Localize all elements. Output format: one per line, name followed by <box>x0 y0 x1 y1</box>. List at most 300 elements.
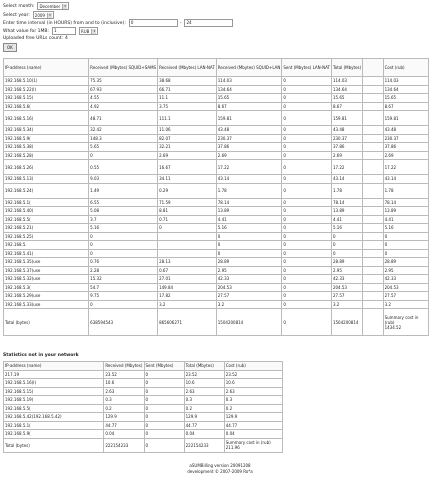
cell-ip: 217.19 <box>4 370 104 379</box>
cell-cost: 13.89 <box>383 207 428 216</box>
table-row <box>4 421 283 430</box>
cell-received-squid-lan: 0 <box>216 249 282 258</box>
cell-received-squid-sams: 3.7 <box>89 215 158 224</box>
cell-received-squid-lan: 204.53 <box>216 283 282 292</box>
cell-received-lan-nat: 149.84 <box>158 283 217 292</box>
cell-received-lan-nat: 0.29 <box>158 183 217 198</box>
cell-empty <box>363 160 383 175</box>
table-row <box>4 283 429 292</box>
table-row <box>4 413 283 422</box>
cell-cost: 0.3 <box>224 396 282 405</box>
cell-sent: 0 <box>144 379 184 388</box>
interval-row <box>3 19 233 27</box>
table-row <box>4 77 429 86</box>
cell-received: 10.6 <box>104 379 144 388</box>
cell-ip: 192.168.5.10(1) <box>4 77 89 86</box>
cell-received-lan-nat: 8.81 <box>158 207 217 216</box>
cell-cost: 37.86 <box>383 143 428 152</box>
cell-received-squid-lan: 43.48 <box>216 126 282 135</box>
stats-body <box>4 370 283 452</box>
stats-header-row <box>4 362 283 371</box>
cell-received-squid-lan: 17.22 <box>216 160 282 175</box>
cell-total: 27.57 <box>331 292 362 301</box>
table-row <box>4 102 429 111</box>
cell-sent: 0 <box>282 215 332 224</box>
col-header-total: Total (Mbytes) <box>331 59 362 77</box>
cell-ip: 192.168.5. <box>4 241 89 250</box>
col-header-cost: Cost (rub) <box>383 59 428 77</box>
cell-ip: 192.168.5.3( <box>4 283 89 292</box>
cell-ip: 192.168.5.19( <box>4 396 104 405</box>
cell-total: 43.14 <box>331 175 362 184</box>
cell-cost: 0 <box>383 232 428 241</box>
cell-empty <box>363 300 383 309</box>
cell-empty <box>363 232 383 241</box>
year-row <box>3 11 54 19</box>
cell-cost: 0 <box>383 241 428 250</box>
total-summary-cost <box>383 309 428 336</box>
cell-ip: 192.168.5.21( <box>4 224 89 233</box>
cell-total: 17.22 <box>331 160 362 175</box>
summary-cost-value: 1434.52 <box>384 324 402 330</box>
traffic-total-row <box>4 309 429 336</box>
cell-received-lan-nat: 82.07 <box>158 134 217 143</box>
cell-received-squid-lan: 134.64 <box>216 85 282 94</box>
cell-total: 13.89 <box>331 207 362 216</box>
interval-to-input[interactable]: 24 <box>184 19 233 27</box>
table-row <box>4 300 429 309</box>
cell-received-squid-lan: 42.33 <box>216 275 282 284</box>
cell-empty <box>363 111 383 126</box>
col-header-empty <box>363 59 383 77</box>
cell-cost: 2.69 <box>383 151 428 160</box>
cell-cost: 78.14 <box>383 198 428 207</box>
cell-received-lan-nat: 27.01 <box>158 275 217 284</box>
cell-ip: 192.168.5.25( <box>4 232 89 241</box>
cell-ip: 192.168.5.32(use <box>4 275 89 284</box>
cell-received-squid-sams: 75.35 <box>89 77 158 86</box>
cell-ip: 192.168.5.16( <box>4 111 89 126</box>
stats-title: Statistics not in your network <box>3 353 79 358</box>
cell-received-lan-nat: 11.1 <box>158 94 217 103</box>
cell-total: 0.2 <box>184 404 224 413</box>
cell-sent: 0 <box>282 183 332 198</box>
cell-empty <box>363 183 383 198</box>
cell-cost: 43.48 <box>383 126 428 135</box>
cell-received-lan-nat: 34.11 <box>158 175 217 184</box>
cell-ip: 192.168.5.1( <box>4 198 89 207</box>
cell-received-squid-sams: 5.16 <box>89 224 158 233</box>
cell-sent: 0 <box>282 283 332 292</box>
cell-sent: 0 <box>282 160 332 175</box>
cell-received-squid-sams: 0 <box>89 241 158 250</box>
cell-received-squid-sams: 0 <box>89 300 158 309</box>
cell-sent: 0 <box>282 241 332 250</box>
cell-received: 0.3 <box>104 396 144 405</box>
summary-cost-label: Summary cost in (rub) <box>384 314 419 325</box>
cell-total: 114.03 <box>331 77 362 86</box>
month-row <box>3 2 69 10</box>
cell-cost: 42.33 <box>383 275 428 284</box>
cell-ip: 192.168.5.38( <box>4 143 89 152</box>
cell-empty <box>363 309 383 336</box>
footer-copyright: development © 2007-2009 Ro*a <box>187 469 253 474</box>
cell-empty <box>363 266 383 275</box>
total-received-squid-lan: 1504200814 <box>216 309 282 336</box>
cell-empty <box>363 102 383 111</box>
table-row <box>4 111 429 126</box>
cell-sent: 0 <box>144 387 184 396</box>
cell-received-squid-lan: 28.89 <box>216 258 282 267</box>
cell-received-squid-sams: 0.55 <box>89 160 158 175</box>
cell-cost: 129.9 <box>224 413 282 422</box>
cell-cost: 23.52 <box>224 370 282 379</box>
cell-ip: 192.168.5.40( <box>4 207 89 216</box>
cell-received-squid-sams: 4.92 <box>89 102 158 111</box>
col-header-ip: IP-address (name) <box>4 59 89 77</box>
cell-received-squid-sams: 32.42 <box>89 126 158 135</box>
month-select[interactable] <box>37 2 69 10</box>
cell-received: 44.77 <box>104 421 144 430</box>
col-header-squid-sams: Received (Mbytes) SQUID+SAMS <box>89 59 158 77</box>
cell-cost: 159.81 <box>383 111 428 126</box>
cell-total: 129.9 <box>184 413 224 422</box>
cell-sent: 0 <box>144 370 184 379</box>
cell-received: 129.9 <box>104 413 144 422</box>
cell-cost: 1.78 <box>383 183 428 198</box>
cell-cost: 15.65 <box>383 94 428 103</box>
cell-received-squid-sams: 9.75 <box>89 292 158 301</box>
cell-total: 0 <box>331 241 362 250</box>
cell-ip: 192.168.5.24( <box>4 183 89 198</box>
cell-empty <box>363 215 383 224</box>
cell-total: 10.6 <box>184 379 224 388</box>
currency-select[interactable] <box>79 27 98 35</box>
table-row <box>4 134 429 143</box>
year-select-value: 2009 <box>34 12 45 18</box>
cell-sent: 0 <box>282 77 332 86</box>
cell-received-squid-sams: 15.32 <box>89 275 158 284</box>
cell-cost: 27.57 <box>383 292 428 301</box>
cell-received-squid-lan: 2.69 <box>216 151 282 160</box>
cell-cost: 2.95 <box>383 266 428 275</box>
cell-ip: 192.168.5.13( <box>4 175 89 184</box>
stats-header-sent: Sent (Mbytes) <box>144 362 184 371</box>
cell-received-squid-sams: 54.7 <box>89 283 158 292</box>
table-row <box>4 85 429 94</box>
cell-total: 4.41 <box>331 215 362 224</box>
cell-ip: 192.168.5.35(use <box>4 258 89 267</box>
table-row <box>4 292 429 301</box>
cell-empty <box>363 94 383 103</box>
total-sent: 0 <box>144 438 184 452</box>
cell-received-squid-lan: 2.95 <box>216 266 282 275</box>
table-row <box>4 160 429 175</box>
cell-total: 0.04 <box>184 430 224 439</box>
cell-cost: 134.64 <box>383 85 428 94</box>
cell-received-lan-nat: 28.13 <box>158 258 217 267</box>
cell-cost: 28.89 <box>383 258 428 267</box>
cell-total: 43.48 <box>331 126 362 135</box>
cell-sent: 0 <box>282 258 332 267</box>
cell-sent: 0 <box>282 224 332 233</box>
cell-received-lan-nat <box>158 241 217 250</box>
traffic-body <box>4 77 429 336</box>
cell-received-squid-sams: 5.08 <box>89 207 158 216</box>
cell-received-lan-nat: 16.67 <box>158 160 217 175</box>
cell-received-squid-sams: 4.55 <box>89 94 158 103</box>
cell-received-lan-nat: 0.71 <box>158 215 217 224</box>
cell-total: 134.64 <box>331 85 362 94</box>
cell-received-squid-sams: 0.76 <box>89 258 158 267</box>
cell-cost: 3.2 <box>383 300 428 309</box>
col-header-lan-nat: Received (Mbytes) LAN-NAT <box>158 59 217 77</box>
cell-ip: 192.168.5.16(I) <box>4 379 104 388</box>
cell-received-squid-sams: 48.71 <box>89 111 158 126</box>
cell-sent: 0 <box>144 413 184 422</box>
cell-cost: 17.22 <box>383 160 428 175</box>
total-total: 222154233 <box>184 438 224 452</box>
table-row <box>4 370 283 379</box>
cell-empty <box>363 175 383 184</box>
cell-cost: 114.03 <box>383 77 428 86</box>
cell-received-squid-lan: 230.37 <box>216 134 282 143</box>
cell-received-squid-lan: 159.81 <box>216 111 282 126</box>
cell-received-squid-lan: 8.67 <box>216 102 282 111</box>
cell-sent: 0 <box>282 143 332 152</box>
cell-empty <box>363 126 383 135</box>
cell-received: 23.52 <box>104 370 144 379</box>
cell-ip: 192.168.5.33(use <box>4 300 89 309</box>
interval-label: Enter time interval (in HOURS) from and to (inclusive): <box>3 20 126 26</box>
cell-total: 159.81 <box>331 111 362 126</box>
total-received-squid-sams: 638594543 <box>89 309 158 336</box>
month-select-value: December <box>39 3 61 9</box>
cell-empty <box>363 207 383 216</box>
cell-total: 23.52 <box>184 370 224 379</box>
cell-ip: 192.168.5.15( <box>4 94 89 103</box>
cell-received-squid-sams: 9.03 <box>89 175 158 184</box>
traffic-header-row <box>4 59 429 77</box>
cell-ip: 192.168.5.41( <box>4 249 89 258</box>
cell-ip: 192.168.5.26( <box>4 160 89 175</box>
month-label: Select month: <box>3 3 35 9</box>
cell-sent: 0 <box>144 421 184 430</box>
table-row <box>4 175 429 184</box>
cell-cost: 8.67 <box>383 102 428 111</box>
cell-total: 42.33 <box>331 275 362 284</box>
table-row <box>4 258 429 267</box>
cell-sent: 0 <box>282 85 332 94</box>
cell-cost: 10.6 <box>224 379 282 388</box>
cell-received-squid-sams: 148.3 <box>89 134 158 143</box>
interval-separator: - <box>179 20 182 26</box>
summary-cost-value: 211.96 <box>225 445 240 450</box>
cell-empty <box>363 134 383 143</box>
col-header-squid-lan: Received (Mbytes) SQUID+LAN <box>216 59 282 77</box>
cell-cost: 43.14 <box>383 175 428 184</box>
cell-sent: 0 <box>282 249 332 258</box>
total-label: Total (bytes) <box>4 309 89 336</box>
table-row <box>4 404 283 413</box>
cell-total: 44.77 <box>184 421 224 430</box>
cell-ip: 192.168.5.6( <box>4 102 89 111</box>
cell-cost: 204.53 <box>383 283 428 292</box>
table-row <box>4 387 283 396</box>
cell-empty <box>363 249 383 258</box>
cell-received-squid-sams: 1.49 <box>89 183 158 198</box>
cell-received-lan-nat: 71.59 <box>158 198 217 207</box>
uploaded-count: 4 <box>65 36 68 41</box>
cell-total: 37.86 <box>331 143 362 152</box>
cell-sent: 0 <box>144 404 184 413</box>
cell-sent: 0 <box>282 134 332 143</box>
cell-sent: 0 <box>282 207 332 216</box>
cell-ip: 192.168.5.9( <box>4 134 89 143</box>
cell-empty <box>363 224 383 233</box>
cell-received-squid-lan: 37.86 <box>216 143 282 152</box>
cell-total: 2.63 <box>184 387 224 396</box>
cell-received-lan-nat: 66.71 <box>158 85 217 94</box>
year-label: Select year: <box>3 12 30 18</box>
cell-received: 0.04 <box>104 430 144 439</box>
cell-received-squid-sams: 67.93 <box>89 85 158 94</box>
total-sent: 0 <box>282 309 332 336</box>
cell-sent: 0 <box>282 198 332 207</box>
cell-total: 5.16 <box>331 224 362 233</box>
cell-cost: 0.2 <box>224 404 282 413</box>
cell-sent: 0 <box>282 266 332 275</box>
cell-sent: 0 <box>144 430 184 439</box>
cell-received-lan-nat: 111.1 <box>158 111 217 126</box>
cell-cost: 4.41 <box>383 215 428 224</box>
stats-header-received: Received (Mbytes) <box>105 363 143 369</box>
cell-received: 0.2 <box>104 404 144 413</box>
cell-received-squid-lan: 27.57 <box>216 292 282 301</box>
cell-total: 204.53 <box>331 283 362 292</box>
cell-empty <box>363 151 383 160</box>
table-row <box>4 183 429 198</box>
stats-header-ip: IP-address (name) <box>4 362 104 371</box>
cell-received-squid-lan: 5.16 <box>216 224 282 233</box>
cell-received-lan-nat <box>158 232 217 241</box>
table-row <box>4 215 429 224</box>
uploaded-row <box>3 36 68 41</box>
year-select[interactable] <box>33 11 54 19</box>
cell-sent: 0 <box>282 175 332 184</box>
cell-cost: 0 <box>383 249 428 258</box>
cell-received-squid-sams: 2.28 <box>89 266 158 275</box>
table-row <box>4 379 283 388</box>
cell-received-squid-sams: 5.65 <box>89 143 158 152</box>
cell-received-squid-sams: 0 <box>89 151 158 160</box>
cell-ip: 192.168.5.29(use <box>4 292 89 301</box>
summary-cost-label: Summary cost in (rub) <box>225 440 271 445</box>
cell-received-squid-sams: 0 <box>89 232 158 241</box>
cell-total: 15.65 <box>331 94 362 103</box>
cell-sent: 0 <box>282 300 332 309</box>
cell-empty <box>363 198 383 207</box>
cell-ip: 192.168.5.5( <box>4 215 89 224</box>
cell-sent: 0 <box>282 275 332 284</box>
cell-received-squid-sams: 0 <box>89 249 158 258</box>
chevron-down-icon: ▾ <box>47 13 52 18</box>
cell-sent: 0 <box>144 396 184 405</box>
cell-received-squid-lan: 3.2 <box>216 300 282 309</box>
cell-received-squid-lan: 114.03 <box>216 77 282 86</box>
cell-total: 8.67 <box>331 102 362 111</box>
cell-cost: 2.63 <box>224 387 282 396</box>
mb-value-input[interactable]: 1 <box>52 27 76 35</box>
cell-total: 2.95 <box>331 266 362 275</box>
cell-received-lan-nat: 2.69 <box>158 151 217 160</box>
cell-sent: 0 <box>282 102 332 111</box>
table-row <box>4 430 283 439</box>
cell-total: 78.14 <box>331 198 362 207</box>
interval-from-input[interactable]: 0 <box>129 19 178 27</box>
table-row <box>4 151 429 160</box>
cell-sent: 0 <box>282 232 332 241</box>
total-label: Total (bytes) <box>4 438 104 452</box>
cell-ip: 192.168.5.37(use <box>4 266 89 275</box>
cell-received-squid-lan: 43.14 <box>216 175 282 184</box>
cell-empty <box>363 77 383 86</box>
cell-ip: 192.168.5.22(I) <box>4 85 89 94</box>
cell-received-lan-nat: 0.67 <box>158 266 217 275</box>
cell-total: 28.89 <box>331 258 362 267</box>
col-header-sent: Sent (Mbytes) LAN-NAT <box>282 59 332 77</box>
cell-received-lan-nat: 32.21 <box>158 143 217 152</box>
table-row <box>4 266 429 275</box>
cell-sent: 0 <box>282 126 332 135</box>
cell-total: 1.78 <box>331 183 362 198</box>
cell-empty <box>363 143 383 152</box>
cell-received-lan-nat: 3.75 <box>158 102 217 111</box>
footer-version: aSUMBilling version 20091208 <box>189 463 251 468</box>
total-summary-cost <box>224 438 282 452</box>
cell-ip: 192.168.5.34( <box>4 126 89 135</box>
cell-ip: 192.168.5.9( <box>4 430 104 439</box>
cell-received-squid-lan: 15.65 <box>216 94 282 103</box>
cell-sent: 0 <box>282 292 332 301</box>
stats-total-row <box>4 438 283 452</box>
chevron-down-icon: ▾ <box>91 29 96 34</box>
cell-total: 0.3 <box>184 396 224 405</box>
ok-button[interactable]: OK <box>3 43 17 52</box>
uploaded-label: Uploaded free URLs count: <box>3 36 64 41</box>
cell-ip: 192.168.5.5( <box>4 404 104 413</box>
cell-empty <box>363 85 383 94</box>
table-row <box>4 275 429 284</box>
mb-row <box>3 27 98 35</box>
cell-ip: 192.168.5.15( <box>4 387 104 396</box>
cell-sent: 0 <box>282 111 332 126</box>
stats-header-cost: Cost (rub) <box>224 362 282 371</box>
cell-total: 3.2 <box>331 300 362 309</box>
table-row <box>4 224 429 233</box>
table-row <box>4 126 429 135</box>
cell-empty <box>363 258 383 267</box>
cell-cost: 230.37 <box>383 134 428 143</box>
cell-total: 230.37 <box>331 134 362 143</box>
cell-ip: 192.168.5.42(192.168.5.42) <box>4 413 104 422</box>
table-row <box>4 396 283 405</box>
cell-empty <box>363 283 383 292</box>
table-row <box>4 241 429 250</box>
cell-empty <box>363 292 383 301</box>
cell-received-squid-lan: 1.78 <box>216 183 282 198</box>
cell-cost: 0.04 <box>224 430 282 439</box>
